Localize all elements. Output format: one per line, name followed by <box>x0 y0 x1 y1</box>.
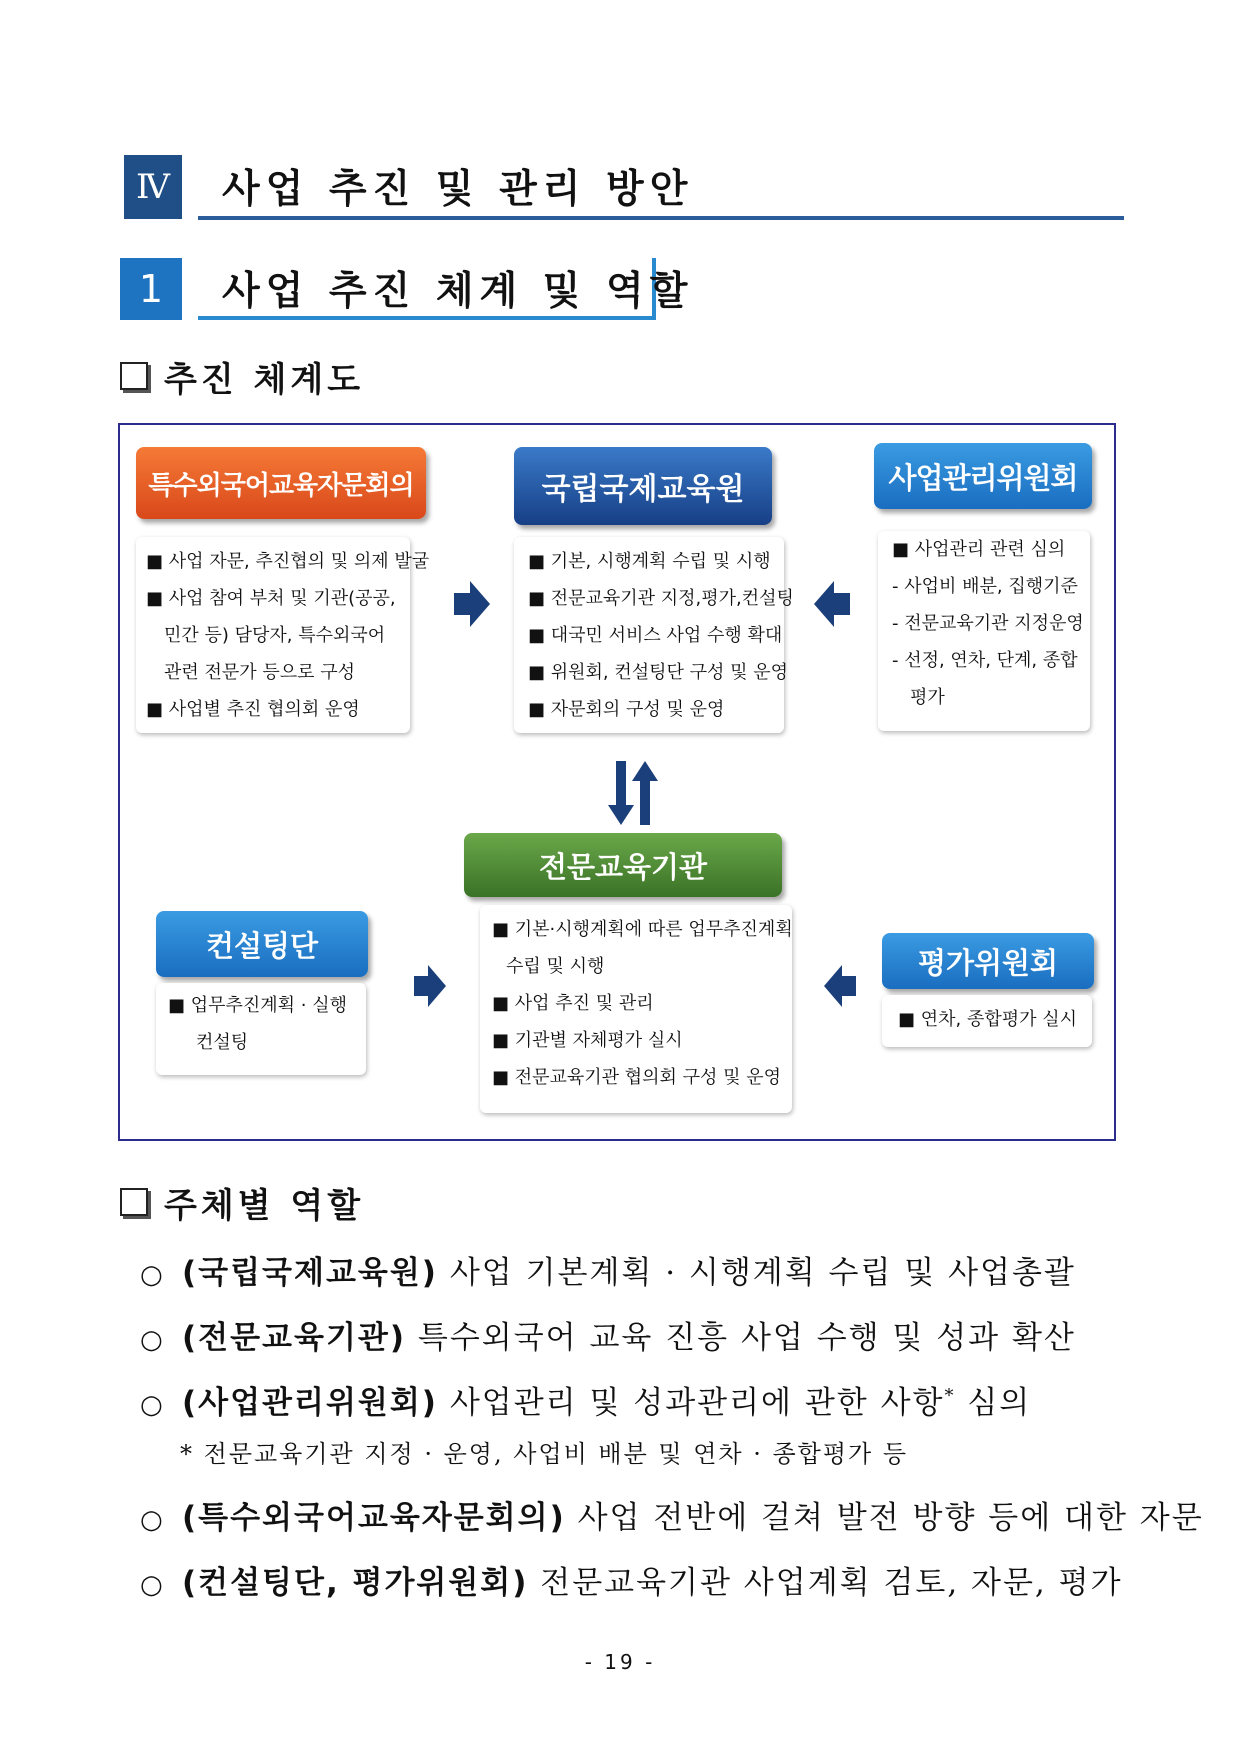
list-item: - 선정, 연차, 단계, 종합 <box>892 650 1078 671</box>
list-item: ■ 연차, 종합평가 실시 <box>898 1009 1077 1030</box>
circle-bullet-icon: ○ <box>140 1570 165 1600</box>
up-down-arrows-icon <box>608 761 658 825</box>
list-item: ■ 전문교육기관 협의회 구성 및 운영 <box>492 1067 782 1088</box>
role-item: ○ (국립국제교육원) 사업 기본계획 · 시행계획 수립 및 사업총괄 <box>140 1255 1076 1291</box>
management-committee-title: 사업관리위원회 <box>874 443 1092 509</box>
institution-title: 전문교육기관 <box>464 833 782 897</box>
heading-structure: 추진 체계도 <box>164 360 365 400</box>
niied-card <box>514 537 794 733</box>
footnote: * 전문교육기관 지정 · 운영, 사업비 배분 및 연차 · 종합평가 등 <box>180 1440 909 1468</box>
role-item: ○ (컨설팅단, 평가위원회) 전문교육기관 사업계획 검토, 자문, 평가 <box>140 1565 1123 1601</box>
checkbox-icon <box>120 1188 148 1216</box>
evaluation-committee-title: 평가위원회 <box>882 933 1094 989</box>
heading-roles: 주체별 역할 <box>164 1186 365 1226</box>
structure-diagram <box>118 423 1116 1141</box>
arrow-left-icon <box>824 965 856 1007</box>
list-item: 관련 전문가 등으로 구성 <box>164 662 356 683</box>
subsection-title: 사업 추진 체계 및 역할 <box>222 269 694 314</box>
list-item: 민간 등) 담당자, 특수외국어 <box>164 625 386 646</box>
arrow-right-icon <box>414 965 446 1007</box>
list-item: ■ 전문교육기관 지정,평가,컨설팅 <box>528 588 794 609</box>
list-item: ■ 기관별 자체평가 실시 <box>492 1030 683 1051</box>
niied-title: 국립국제교육원 <box>514 447 772 525</box>
checkbox-icon <box>120 362 148 390</box>
list-item: ■ 위원회, 컨설팅단 구성 및 운영 <box>528 662 788 683</box>
list-item: ■ 자문회의 구성 및 운영 <box>528 699 725 720</box>
subsection-number: 1 <box>120 258 182 320</box>
institution-card <box>480 905 792 1113</box>
list-item: ■ 사업별 추진 협의회 운영 <box>146 699 360 720</box>
list-item: ■ 대국민 서비스 사업 수행 확대 <box>528 625 783 646</box>
consulting-group-card <box>156 983 366 1075</box>
list-item: - 전문교육기관 지정운영 <box>892 613 1084 634</box>
advisory-council-title: 특수외국어교육자문회의 <box>136 447 426 519</box>
list-item: ■ 사업 자문, 추진협의 및 의제 발굴 <box>146 551 430 572</box>
arrow-right-icon <box>454 581 490 627</box>
list-item: ■ 사업 추진 및 관리 <box>492 993 654 1014</box>
management-committee-card <box>878 531 1090 731</box>
list-item: ■ 기본, 시행계획 수립 및 시행 <box>528 551 771 572</box>
role-item: ○ (전문교육기관) 특수외국어 교육 진흥 사업 수행 및 성과 확산 <box>140 1320 1076 1356</box>
circle-bullet-icon: ○ <box>140 1390 165 1420</box>
evaluation-committee-card <box>882 995 1092 1047</box>
consulting-group-title: 컨설팅단 <box>156 911 368 977</box>
list-item: - 사업비 배분, 집행기준 <box>892 576 1078 597</box>
list-item: 컨설팅 <box>196 1032 249 1053</box>
section-underline <box>198 216 1124 220</box>
page-number: - 19 - <box>584 1650 656 1674</box>
circle-bullet-icon: ○ <box>140 1505 165 1535</box>
list-item: ■ 사업관리 관련 심의 <box>892 539 1066 560</box>
list-item: ■ 사업 참여 부처 및 기관(공공, <box>146 588 396 609</box>
section-number: Ⅳ <box>124 155 182 219</box>
section-title: 사업 추진 및 관리 방안 <box>222 167 694 212</box>
list-item: ■ 기본·시행계획에 따른 업무추진계획 <box>492 919 793 940</box>
role-item: ○ (특수외국어교육자문회의) 사업 전반에 걸쳐 발전 방향 등에 대한 자문 <box>140 1500 1204 1536</box>
list-item: 수립 및 시행 <box>506 956 605 977</box>
list-item: ■ 업무추진계획 · 실행 <box>168 995 347 1016</box>
role-item: ○ (사업관리위원회) 사업관리 및 성과관리에 관한 사항* 심의 <box>140 1385 1032 1421</box>
circle-bullet-icon: ○ <box>140 1260 165 1290</box>
advisory-council-card <box>136 537 430 733</box>
arrow-left-icon <box>814 581 850 627</box>
circle-bullet-icon: ○ <box>140 1325 165 1355</box>
list-item: 평가 <box>910 687 945 708</box>
